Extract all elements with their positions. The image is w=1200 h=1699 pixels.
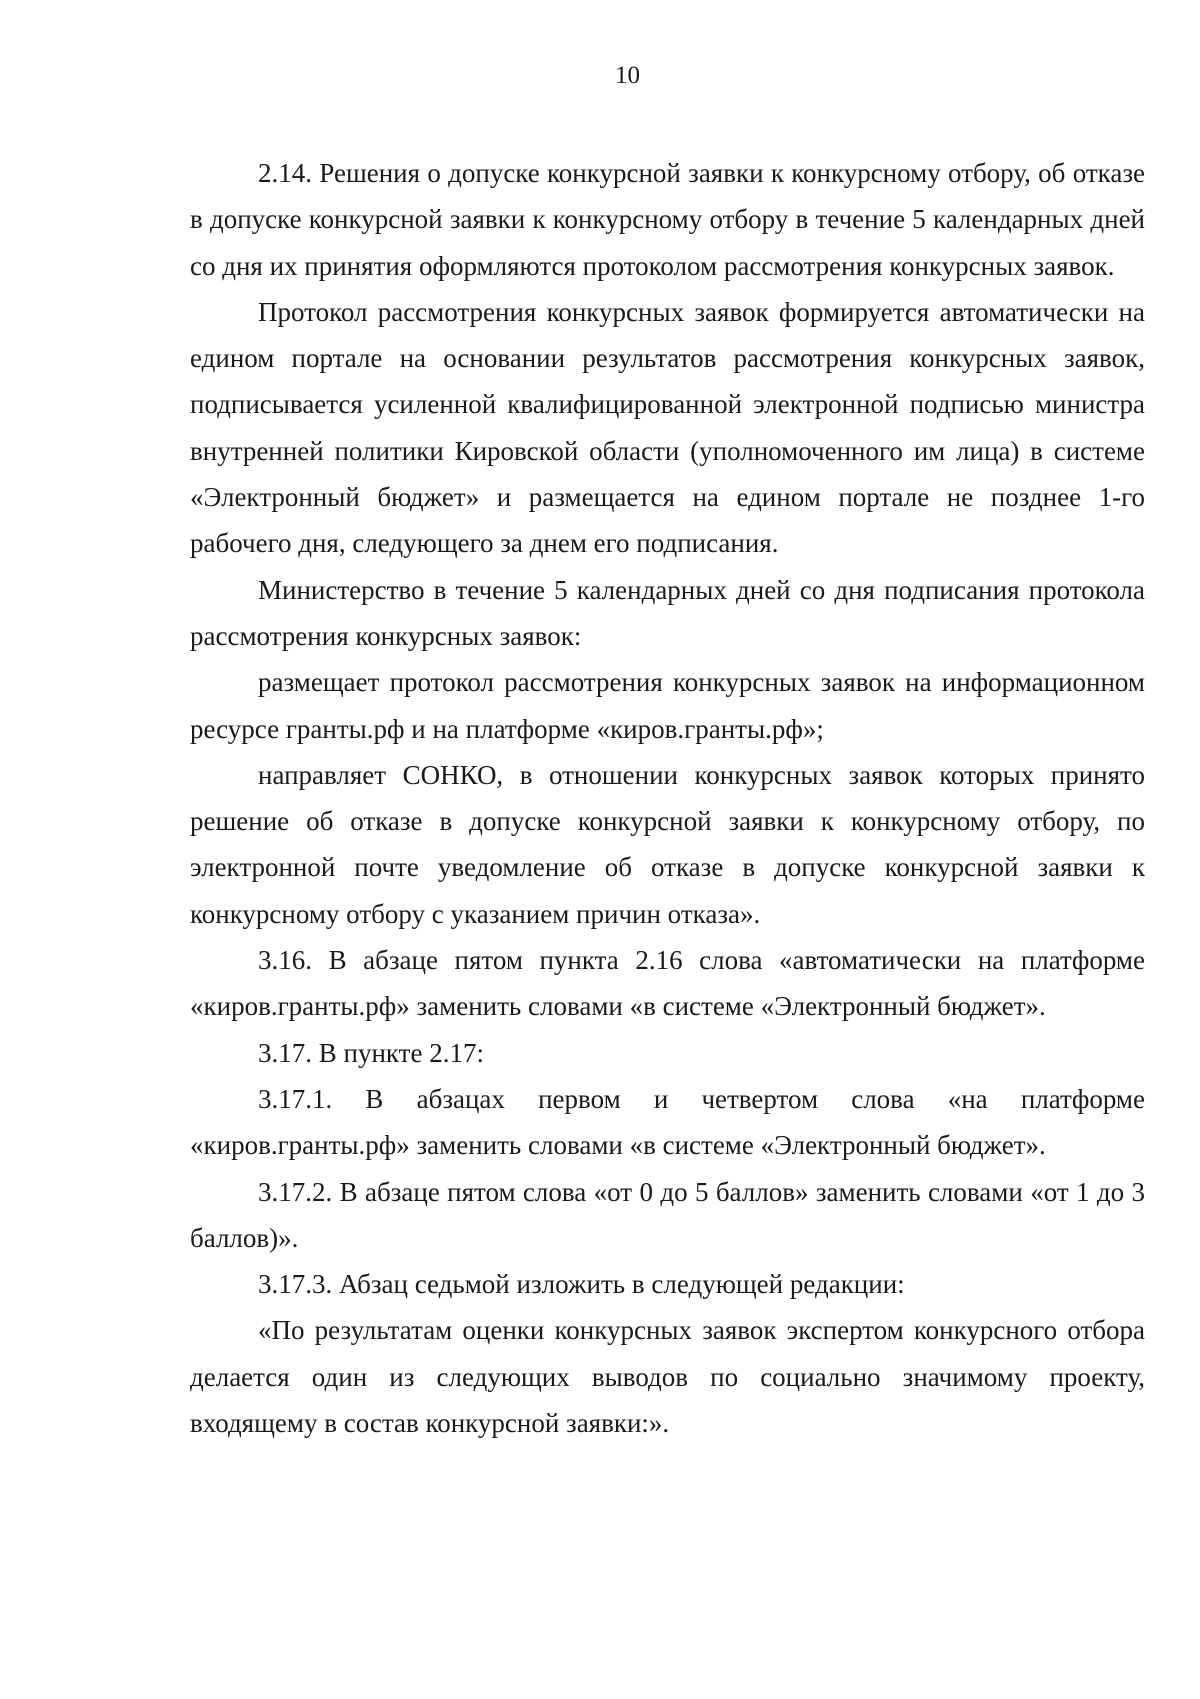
document-body bbox=[190, 150, 1145, 1446]
paragraph-3-17-2: 3.17.2. В абзаце пятом слова «от 0 до 5 баллов» заменить словами «от 1 до 3 баллов)». bbox=[190, 1176, 1145, 1253]
paragraph-ministry: Министерство в течение 5 календарных дней со дня подписания протокола рассмотрения конкурсных заявок: bbox=[190, 574, 1145, 651]
paragraph-notify: направляет СОНКО, в отношении конкурсных заявок которых принято решение об отказе в допуске конкурсной заявки к конкурсному отбору, по электронной почте уведомление об отказе в допуске конкурсной заявки к конкурсному отбору с указанием причин отказа». bbox=[190, 759, 1145, 929]
paragraph-3-17-1: 3.17.1. В абзацах первом и четвертом слова «на платформе «киров.гранты.рф» заменить словами «в системе «Электронный бюджет». bbox=[190, 1083, 1145, 1161]
paragraph-2-14: 2.14. Решения о допуске конкурсной заявки к конкурсному отбору, об отказе в допуске конкурсной заявки к конкурсному отбору в течение 5 календарных дней со дня их принятия оформляются протоколом рассмотрения конкурсных заявок. bbox=[190, 158, 1145, 281]
paragraph-3-17-3: 3.17.3. Абзац седьмой изложить в следующей редакции: bbox=[258, 1269, 905, 1300]
paragraph-quote: «По результатам оценки конкурсных заявок экспертом конкурсного отбора делается один из следующих выводов по социально значимому проекту, входящему в состав конкурсной заявки:». bbox=[190, 1315, 1145, 1439]
page-number: 10 bbox=[615, 62, 640, 89]
paragraph-3-17: 3.17. В пункте 2.17: bbox=[258, 1037, 484, 1068]
paragraph-3-16: 3.16. В абзаце пятом пункта 2.16 слова «автоматически на платформе «киров.гранты.рф» заменить словами «в системе «Электронный бюджет». bbox=[190, 945, 1145, 1022]
paragraph-protocol: Протокол рассмотрения конкурсных заявок формируется автоматически на едином портале на основании результатов рассмотрения конкурсных заявок, подписывается усиленной квалифицированной электронной подписью министра внутренней политики Кировской области (уполномоченного им лица) в системе «Электронный бюджет» и размещается на едином портале не позднее 1-го рабочего дня, следующего за днем его подписания. bbox=[190, 296, 1145, 559]
paragraph-publish: размещает протокол рассмотрения конкурсных заявок на информационном ресурсе гранты.рф и на платформе «киров.гранты.рф»; bbox=[190, 667, 1145, 744]
